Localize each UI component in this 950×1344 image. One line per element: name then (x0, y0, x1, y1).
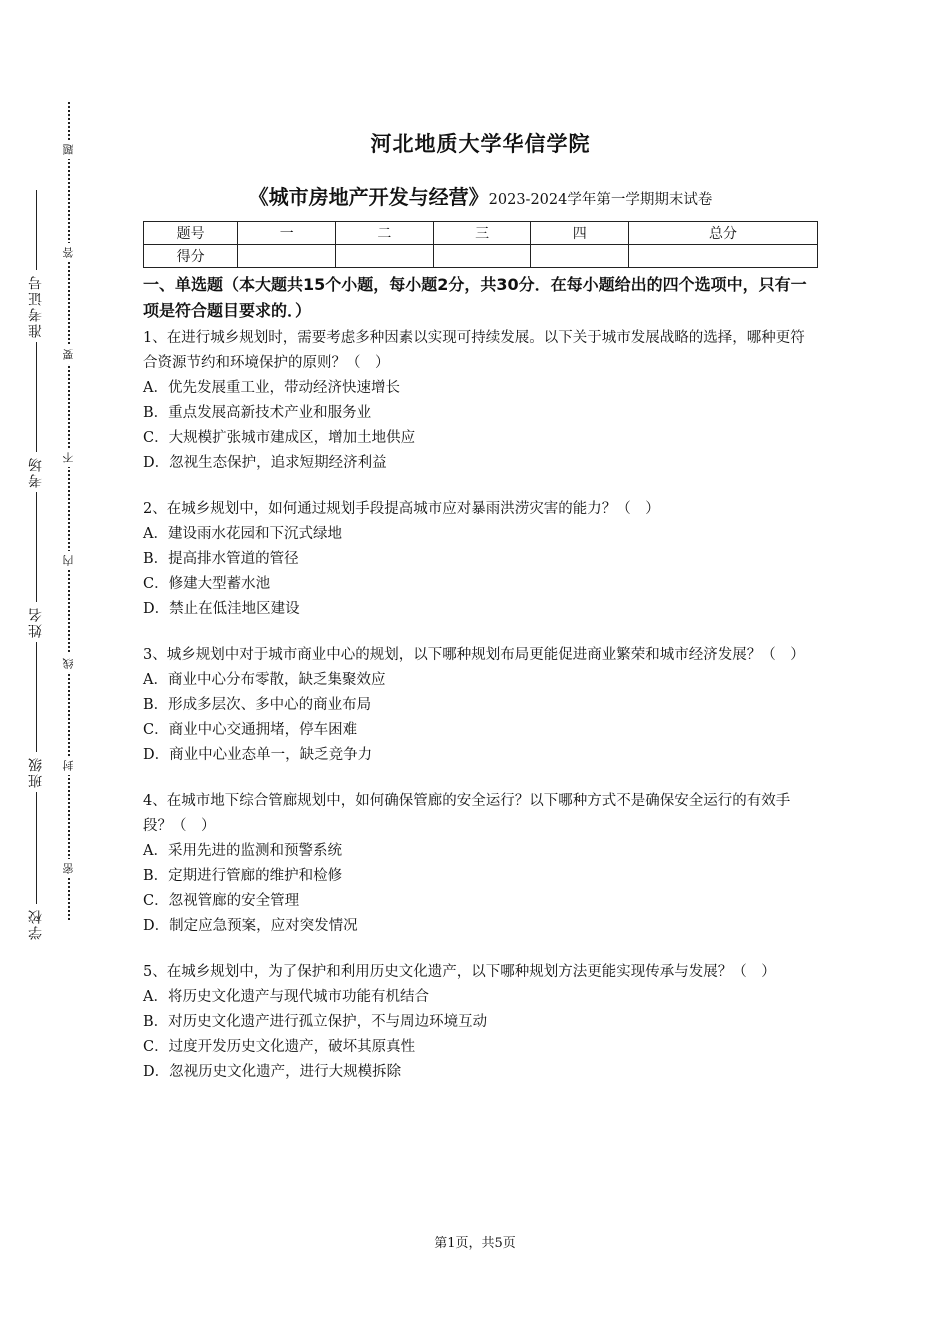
score-cell: 三 (433, 222, 531, 245)
field-school (27, 788, 45, 940)
field-label: 考场 (28, 456, 44, 488)
option-b[interactable]: B．提高排水管道的管径 (143, 551, 299, 567)
exam-content (143, 128, 818, 1106)
score-input-cell[interactable] (629, 245, 818, 268)
score-cell: 四 (531, 222, 629, 245)
option-a[interactable]: A．将历史文化遗产与现代城市功能有机结合 (143, 989, 429, 1005)
fill-line (36, 792, 37, 904)
field-admission-number (27, 186, 45, 338)
option-d[interactable]: D．忽视生态保护，追求短期经济利益 (143, 455, 387, 471)
question-2 (143, 497, 818, 622)
option-b[interactable]: B．形成多层次、多中心的商业布局 (143, 697, 372, 713)
option-a[interactable]: A．优先发展重工业，带动经济快速增长 (143, 380, 400, 396)
score-cell: 二 (336, 222, 434, 245)
fill-line (36, 492, 37, 602)
field-label: 姓名 (28, 606, 44, 638)
fill-line (36, 190, 37, 270)
score-cell: 总分 (629, 222, 818, 245)
option-b[interactable]: B．重点发展高新技术产业和服务业 (143, 405, 372, 421)
score-cell: 题号 (144, 222, 238, 245)
option-d[interactable]: D．制定应急预案，应对突发情况 (143, 918, 358, 934)
option-d[interactable]: D．禁止在低洼地区建设 (143, 601, 300, 617)
option-a[interactable]: A．商业中心分布零散，缺乏集聚效应 (143, 672, 386, 688)
option-b[interactable]: B．对历史文化遗产进行孤立保护，不与周边环境互动 (143, 1014, 488, 1030)
option-c[interactable]: C．商业中心交通拥堵，停车困难 (143, 722, 358, 738)
seal-char: 线 (62, 654, 76, 673)
seal-char: 内 (62, 551, 76, 570)
score-cell: 得分 (144, 245, 238, 268)
score-input-cell[interactable] (433, 245, 531, 268)
option-d[interactable]: D．商业中心业态单一，缺乏竞争力 (143, 747, 373, 763)
exam-subtitle (143, 182, 818, 215)
score-table-header-row (144, 222, 818, 245)
option-c[interactable]: C．忽视管廊的安全管理 (143, 893, 300, 909)
option-b[interactable]: B．定期进行管廊的维护和检修 (143, 868, 343, 884)
seal-char: 不 (62, 448, 76, 467)
score-table-score-row (144, 245, 818, 268)
section-heading: 一、单选题（本大题共15个小题，每小题2分，共30分．在每小题给出的四个选项中，只有一项是符合题目要求的．） (143, 275, 807, 320)
option-d[interactable]: D．忽视历史文化遗产，进行大规模拆除 (143, 1064, 402, 1080)
seal-char: 要 (62, 345, 76, 364)
seal-char: 密 (62, 859, 76, 878)
option-a[interactable]: A．建设雨水花园和下沉式绿地 (143, 526, 342, 542)
school-title: 河北地质大学华信学院 (370, 132, 591, 156)
fill-line (36, 342, 37, 452)
field-label: 准考证号 (28, 274, 44, 338)
seal-dotted-line (68, 102, 70, 920)
seal-char: 答 (62, 243, 76, 262)
seal-char: 封 (62, 756, 76, 775)
field-label: 学校 (28, 908, 44, 940)
score-input-cell[interactable] (238, 245, 336, 268)
score-table (143, 221, 818, 268)
term-label: 2023-2024学年第一学期期末试卷 (488, 192, 713, 208)
score-input-cell[interactable] (531, 245, 629, 268)
question-5 (143, 960, 818, 1085)
field-label: 班级 (28, 756, 44, 788)
option-a[interactable]: A．采用先进的监测和预警系统 (143, 843, 342, 859)
field-name (27, 488, 45, 638)
score-cell: 一 (238, 222, 336, 245)
option-c[interactable]: C．大规模扩张城市建成区，增加土地供应 (143, 430, 416, 446)
page-number: 第1页，共5页 (434, 1236, 516, 1251)
field-exam-room (27, 338, 45, 488)
question-stem: 2、在城乡规划中，如何通过规划手段提高城市应对暴雨洪涝灾害的能力？（ ） (143, 501, 660, 517)
seal-line (58, 60, 80, 940)
question-1 (143, 326, 818, 476)
score-input-cell[interactable] (336, 245, 434, 268)
option-c[interactable]: C．过度开发历史文化遗产，破坏其原真性 (143, 1039, 416, 1055)
option-c[interactable]: C．修建大型蓄水池 (143, 576, 271, 592)
question-stem: 1、在进行城乡规划时，需要考虑多种因素以实现可持续发展。以下关于城市发展战略的选择，哪种更符合资源节约和环境保护的原则？（ ） (143, 330, 805, 371)
field-class (27, 638, 45, 788)
seal-char: 题 (62, 140, 76, 159)
course-title: 《城市房地产开发与经营》 (248, 185, 489, 209)
binding-margin-fields (18, 60, 54, 940)
question-stem: 3、城乡规划中对于城市商业中心的规划，以下哪种规划布局更能促进商业繁荣和城市经济发展？（ ） (143, 647, 805, 663)
fill-line (36, 642, 37, 752)
question-stem: 5、在城乡规划中，为了保护和利用历史文化遗产，以下哪种规划方法更能实现传承与发展？（ ） (143, 964, 776, 980)
question-4 (143, 789, 818, 939)
question-3 (143, 643, 818, 768)
question-stem: 4、在城市地下综合管廊规划中，如何确保管廊的安全运行？以下哪种方式不是确保安全运行的有效手段？（ ） (143, 793, 791, 834)
